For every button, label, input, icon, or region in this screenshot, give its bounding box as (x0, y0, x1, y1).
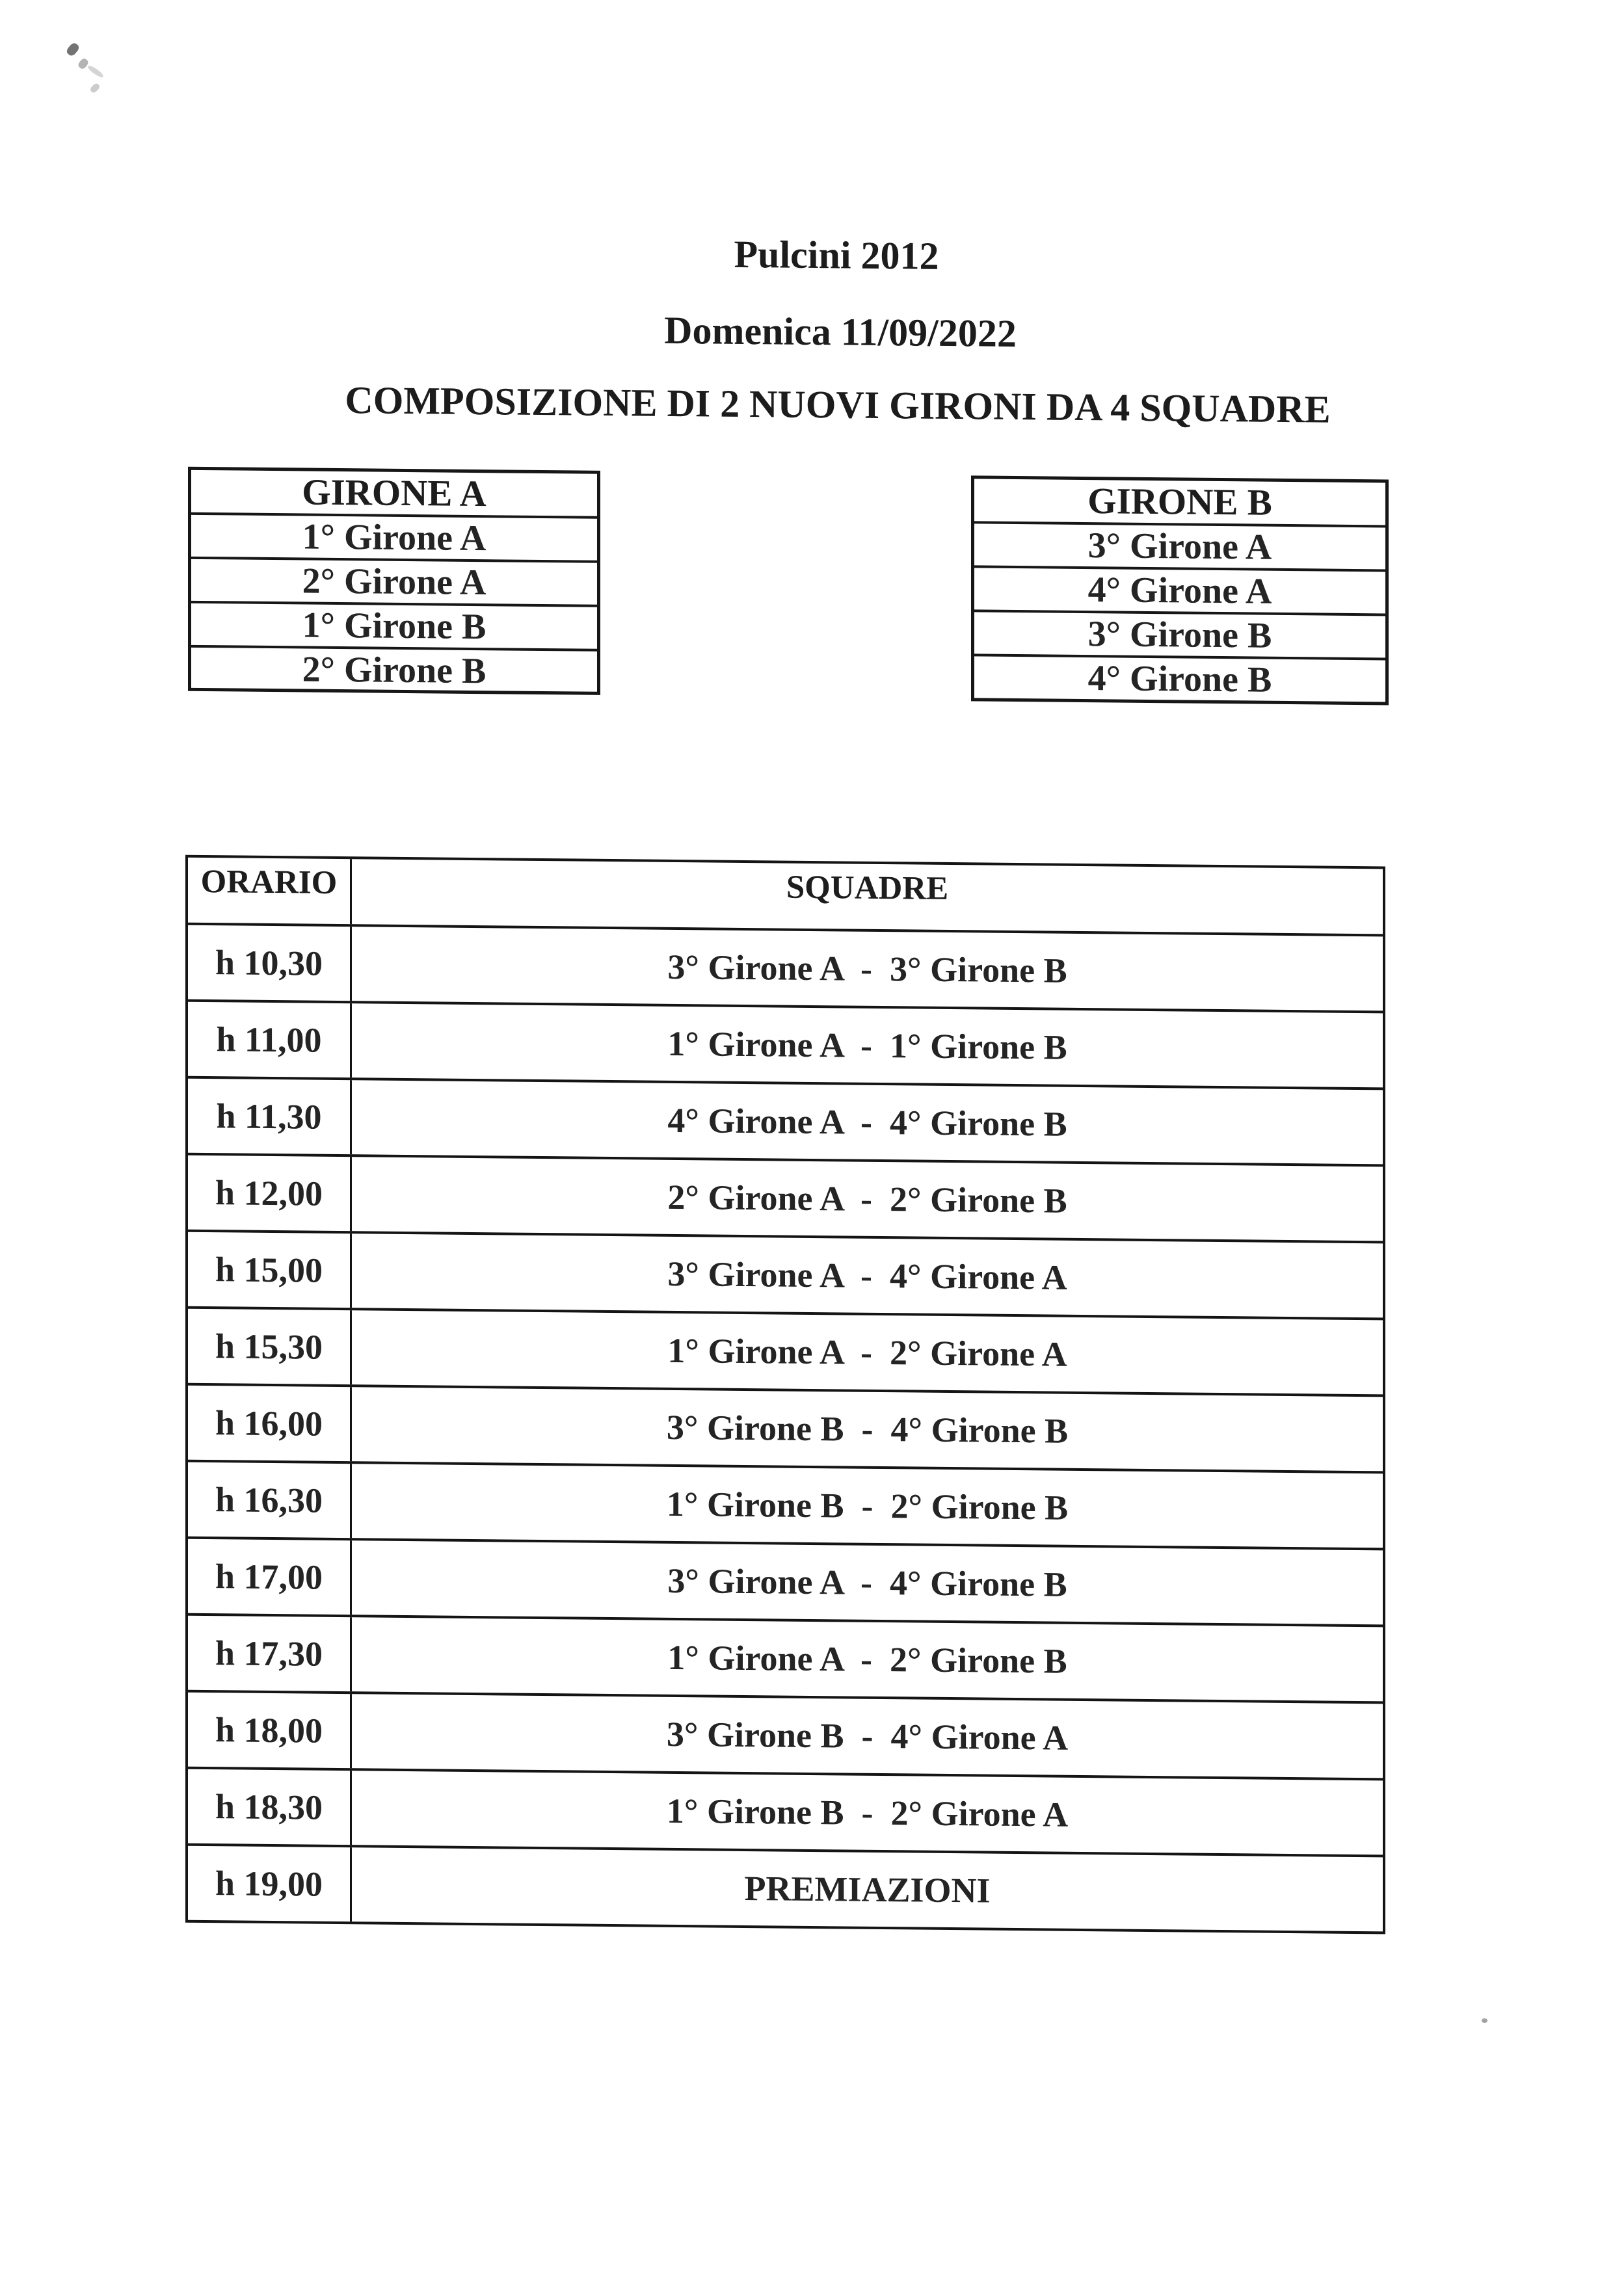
match-time: h 17,30 (188, 1616, 352, 1691)
match-time: h 18,30 (188, 1769, 352, 1845)
match-teams: 1° Girone A - 1° Girone B (667, 1023, 1067, 1067)
schedule-row (188, 1460, 1383, 1548)
schedule-table (185, 855, 1385, 1934)
girone-b-table (971, 475, 1389, 705)
girone-b-row: 4° Girone A (974, 565, 1385, 613)
squadre-column-header: SQUADRE (786, 869, 949, 907)
schedule-row (188, 1690, 1383, 1778)
match-time: h 15,30 (188, 1309, 352, 1384)
match-teams: 1° Girone A - 2° Girone B (667, 1637, 1067, 1681)
match-time: h 16,30 (188, 1462, 352, 1538)
schedule-row (188, 1613, 1383, 1702)
match-time: h 19,00 (188, 1846, 352, 1921)
schedule-row (188, 1767, 1383, 1855)
match-time: h 11,00 (188, 1002, 352, 1077)
match-time: h 18,00 (188, 1693, 352, 1768)
match-time: h 15,00 (188, 1232, 352, 1308)
schedule-row (188, 1843, 1383, 1932)
girone-b-row: 3° Girone B (974, 609, 1385, 657)
schedule-row (188, 1383, 1383, 1471)
girone-a-row: 2° Girone A (191, 557, 597, 605)
girone-a-row: 2° Girone B (191, 645, 597, 693)
girone-a-table (188, 467, 600, 695)
match-teams: 3° Girone A - 4° Girone B (667, 1561, 1067, 1604)
schedule-row (188, 1153, 1383, 1241)
schedule-row (188, 1076, 1383, 1165)
schedule-header-row (188, 858, 1383, 934)
match-teams: 3° Girone B - 4° Girone A (666, 1714, 1069, 1758)
girone-b-row: 4° Girone B (974, 653, 1385, 702)
match-teams: 2° Girone A - 2° Girone B (667, 1177, 1067, 1221)
schedule-row (188, 999, 1383, 1088)
match-teams: 1° Girone B - 2° Girone A (666, 1791, 1069, 1834)
match-time: h 16,00 (188, 1386, 352, 1461)
girone-b-row: 3° Girone A (974, 521, 1385, 569)
girone-b-header: GIRONE B (1087, 481, 1272, 523)
date-line: Domenica 11/09/2022 (664, 308, 1017, 356)
girone-a-row: 1° Girone A (191, 512, 597, 561)
match-time: h 11,30 (188, 1079, 352, 1154)
match-teams: 1° Girone B - 2° Girone B (666, 1484, 1069, 1527)
match-teams: 3° Girone B - 4° Girone B (666, 1407, 1069, 1451)
schedule-row (188, 1306, 1383, 1395)
orario-column-header: ORARIO (188, 858, 352, 924)
match-time: h 12,00 (188, 1155, 352, 1231)
match-teams: PREMIAZIONI (744, 1868, 991, 1910)
match-time: h 10,30 (188, 925, 352, 1001)
page-title: Pulcini 2012 (734, 232, 939, 278)
schedule-row (188, 1230, 1383, 1318)
match-teams: 4° Girone A - 4° Girone B (667, 1100, 1067, 1144)
schedule-row (188, 1537, 1383, 1625)
match-teams: 3° Girone A - 4° Girone A (667, 1254, 1067, 1297)
match-teams: 3° Girone A - 3° Girone B (667, 947, 1067, 990)
match-teams: 1° Girone A - 2° Girone A (667, 1330, 1067, 1374)
subtitle: COMPOSIZIONE DI 2 NUOVI GIRONI DA 4 SQUADRE (345, 378, 1331, 431)
girone-a-row: 1° Girone B (191, 601, 597, 649)
match-time: h 17,00 (188, 1539, 352, 1615)
girone-a-header: GIRONE A (302, 471, 487, 515)
schedule-row (188, 923, 1383, 1011)
